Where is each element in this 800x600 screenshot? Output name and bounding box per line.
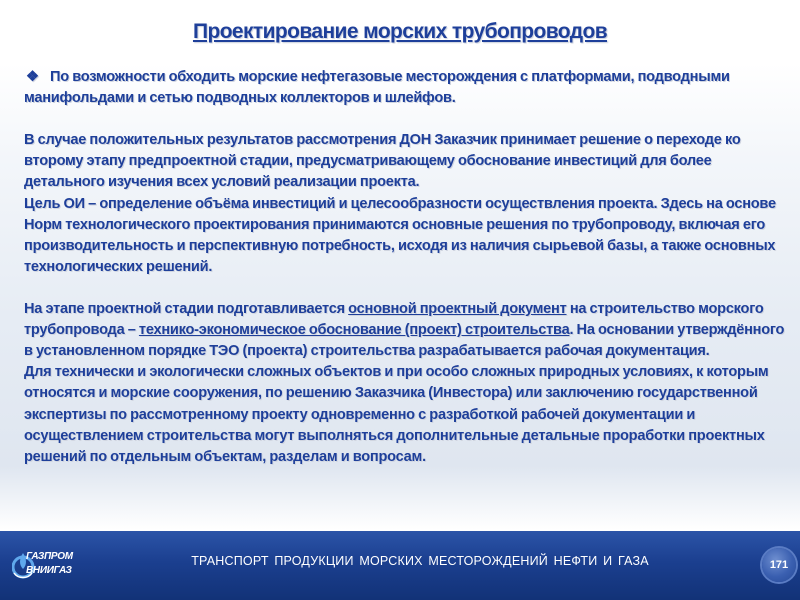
logo-line-1: ГАЗПРОМ bbox=[26, 551, 73, 562]
gazprom-logo bbox=[12, 547, 86, 587]
paragraph-2: В случае положительных результатов рассмотрения ДОН Заказчик принимает решение о переходе ко второму этапу предпроектной стадии, предусматривающему обоснование инвестиций для более детального изучения всех условий реализации проекта. bbox=[24, 132, 741, 191]
spacer bbox=[24, 278, 790, 299]
bullet-diamond-icon: ❖ bbox=[26, 69, 39, 85]
paragraph-1-text: По возможности обходить морские нефтегазовые месторождения с платформами, подводными манифольдами и сетью подводных коллекторов и шлейфов. bbox=[24, 69, 730, 107]
link-feasibility-study[interactable]: технико-экономическое обоснование (проект) строительства bbox=[138, 322, 570, 339]
paragraph-1 bbox=[24, 67, 790, 109]
paragraph-4-part-c: . На основании утверждённого в установленном порядке ТЭО (проекта) строительства разрабатывается рабочая документация. bbox=[24, 322, 785, 360]
paragraph-4-part-a: На этапе проектной стадии подготавливается bbox=[24, 301, 349, 318]
footer-bar bbox=[0, 531, 800, 600]
footer-caption: ТРАНСПОРТ ПРОДУКЦИИ МОРСКИХ МЕСТОРОЖДЕНИЙ НЕФТИ И ГАЗА bbox=[191, 554, 649, 568]
paragraph-4-part-b: на строительство морского трубопровода – bbox=[24, 301, 764, 339]
page-number-badge: 171 bbox=[762, 548, 796, 582]
paragraph-3: Цель ОИ – определение объёма инвестиций и целесообразности осуществления проекта. Здесь на основе Норм технологического проектирования принимаются основные решения по трубопроводу, включая его производительность и перспективную потребность, исходя из наличия сырьевой базы, а также основных технологических решений. bbox=[24, 195, 776, 275]
slide-title: Проектирование морских трубопроводов bbox=[192, 20, 608, 43]
link-main-project-document[interactable]: основной проектный документ bbox=[348, 301, 567, 318]
paragraph-5: Для технически и экологически сложных объектов и при особо сложных природных условиях, к которым относятся и морские сооружения, по решению Заказчика (Инвестора) или заключению государственной экспертизы по рассмотренному проекту одновременно с разработкой рабочей документации и осуществлением строительства могут выполняться дополнительные детальные проработки проектных решений по отдельным объектам, разделам и вопросам. bbox=[24, 364, 769, 465]
paragraph-4 bbox=[24, 299, 790, 362]
spacer bbox=[24, 109, 790, 130]
logo-line-2: ВНИИГАЗ bbox=[26, 565, 72, 576]
slide-body bbox=[24, 67, 790, 468]
